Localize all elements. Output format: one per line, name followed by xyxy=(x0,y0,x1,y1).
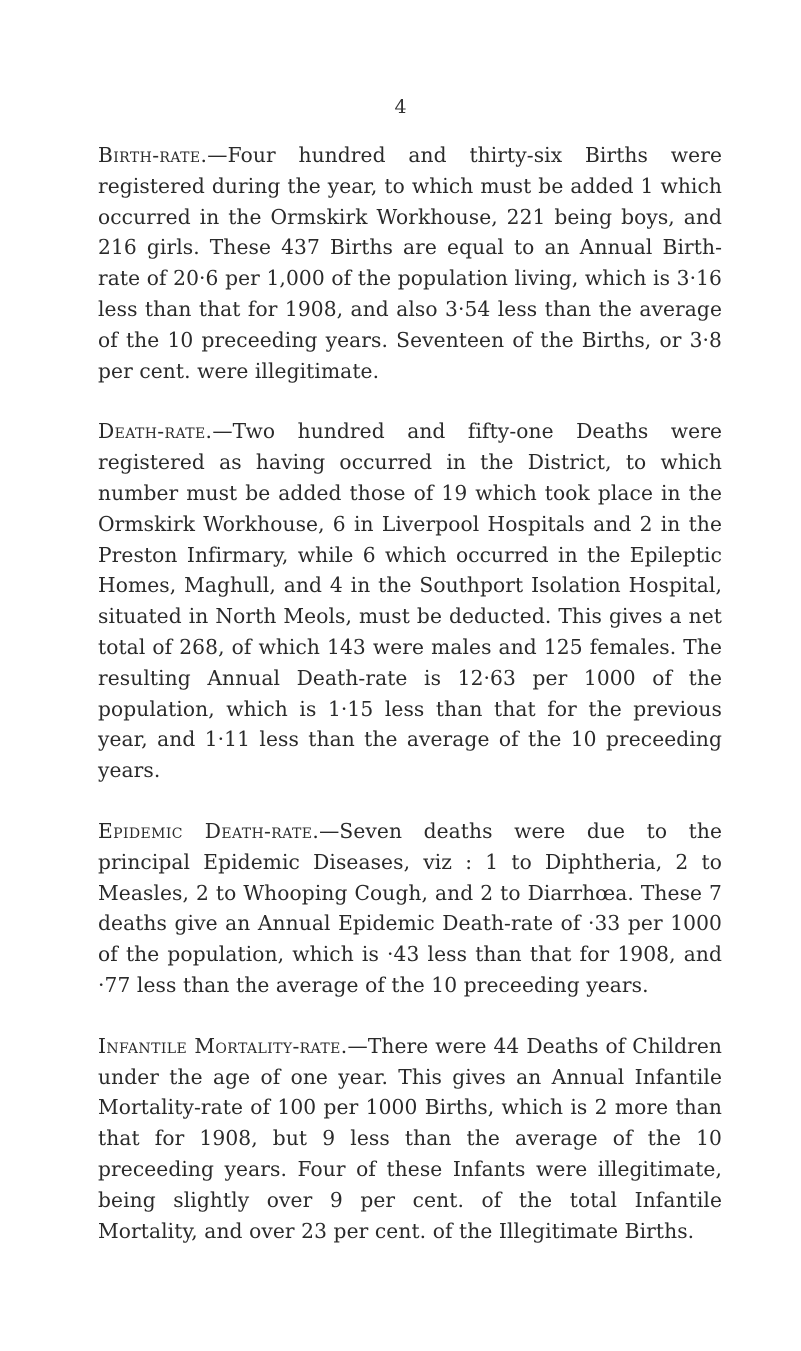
birth-rate-heading: Birth-rate. xyxy=(98,143,208,167)
epidemic-death-rate-paragraph xyxy=(98,816,722,1001)
infantile-mortality-paragraph xyxy=(98,1031,722,1247)
death-rate-heading: Death-rate. xyxy=(98,419,213,444)
birth-rate-text: —Four hundred and thirty-six Births were registered during the year, to which must be added 1 which occurred in the Ormskirk Workhouse, 221 being boys, and 216 girls. These 437 Births are equal to an Annual Birth-rate of 20·6 per 1,000 of the population living, which is 3·16 less than that for 1908, and also 3·54 less than the average of the 10 preceeding years. Seventeen of the Births, or 3·8 per cent. were illegitimate. xyxy=(98,143,722,383)
death-rate-paragraph xyxy=(98,416,722,786)
epidemic-death-rate-text: —Seven deaths were due to the principal Epidemic Diseases, viz : 1 to Diphtheria, 2 to Measles, 2 to Whooping Cough, and 2 to Diarrhœa. These 7 deaths give an Annual Epidemic Death-rate of ·33 per 1000 of the population, which is ·43 less than that for 1908, and ·77 less than the average of the 10 preceeding years. xyxy=(98,818,722,997)
infantile-mortality-text: —There were 44 Deaths of Children under the age of one year. This gives an Annual Infantile Mortality-rate of 100 per 1000 Births, which is 2 more than that for 1908, but 9 less than the average of the 10 preceeding years. Four of these Infants were illegitimate, being slightly over 9 per cent. of the total Infantile Mortality, and over 23 per cent. of the Illegitimate Births. xyxy=(98,1033,722,1243)
epidemic-death-rate-heading: Epidemic Death-rate. xyxy=(98,818,320,843)
page-number: 4 xyxy=(394,96,407,118)
infantile-mortality-heading: Infantile Mortality-rate. xyxy=(98,1033,348,1058)
birth-rate-paragraph xyxy=(98,140,722,386)
death-rate-text: —Two hundred and fifty-one Deaths were registered as having occurred in the District, to which number must be added those of 19 which took place in the Ormskirk Workhouse, 6 in Liverpool Hospitals and 2 in the Preston Infirmary, while 6 which occurred in the Epileptic Homes, Maghull, and 4 in the Southport Isolation Hospital, situated in North Meols, must be deducted. This gives a net total of 268, of which 143 were males and 125 females. The resulting Annual Death-rate is 12·63 per 1000 of the population, which is 1·15 less than that for the previous year, and 1·11 less than the average of the 10 preceeding years. xyxy=(98,419,722,783)
report-body xyxy=(98,140,722,1274)
